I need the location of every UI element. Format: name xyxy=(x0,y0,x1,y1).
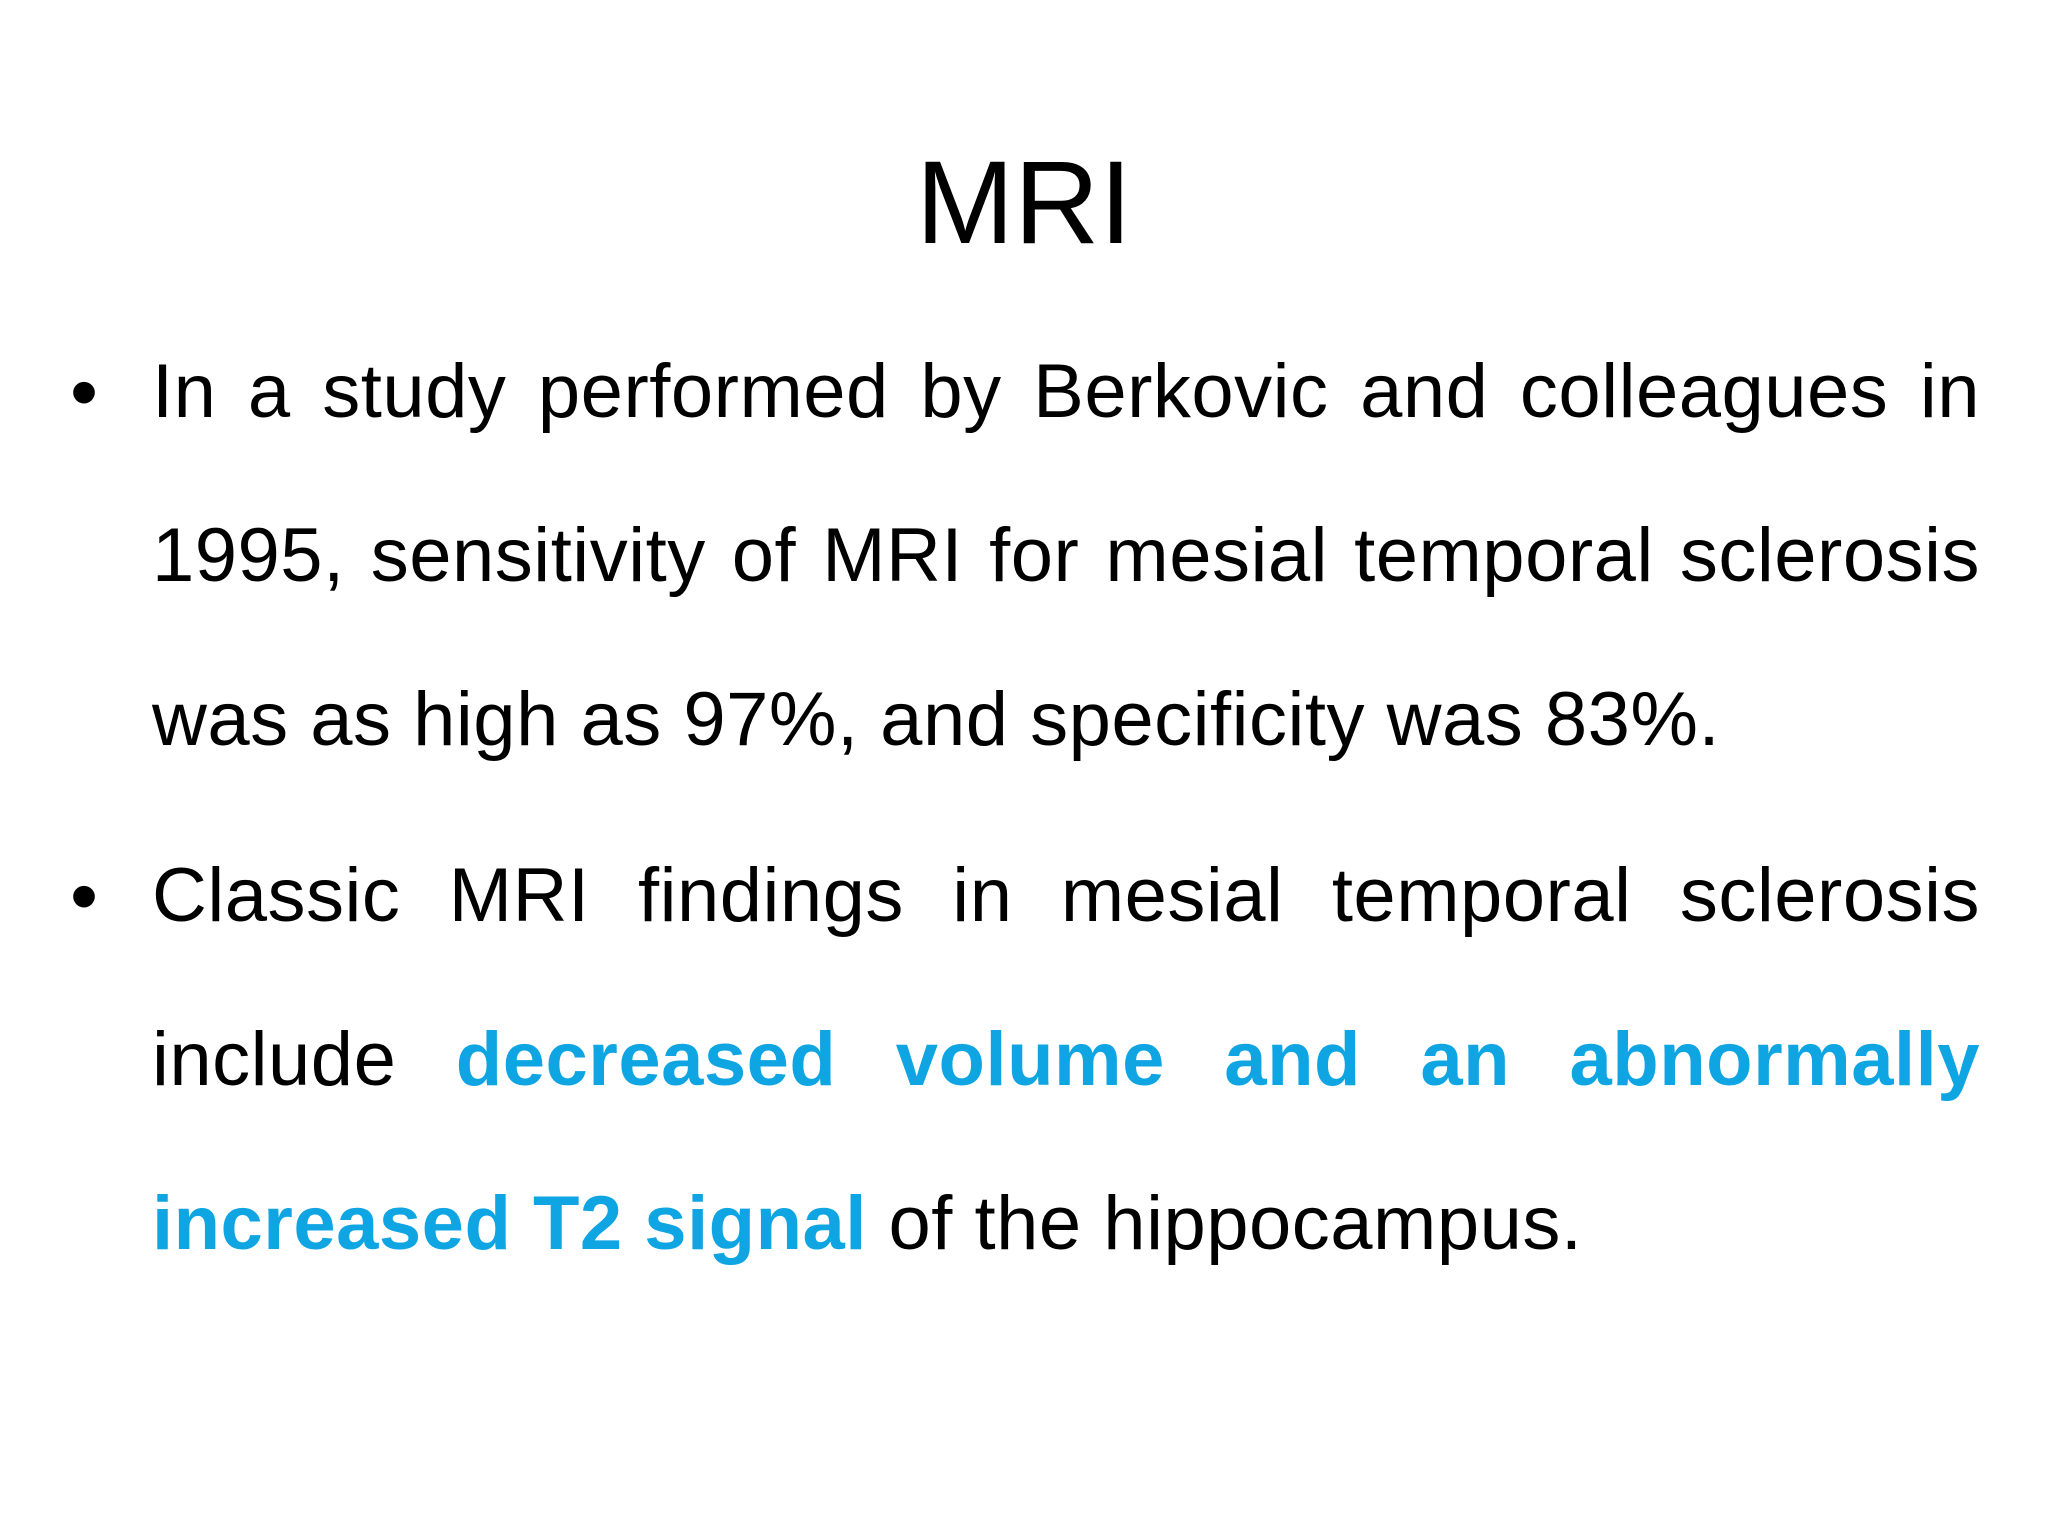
bullet-item xyxy=(70,310,1980,802)
bullet-text-after: of the hippocampus. xyxy=(866,1181,1583,1266)
bullet-text-before: Classic MRI findings in mesial temporal sclerosis include xyxy=(152,853,1980,1102)
slide-title: MRI xyxy=(915,137,1133,269)
bullet-text: In a study performed by Berkovic and colleagues in 1995, sensitivity of MRI for mesial temporal sclerosis was as high as 97%, and specificity was 83%. xyxy=(152,349,1980,762)
bullet-icon: • xyxy=(70,851,99,940)
bullet-list xyxy=(70,310,1980,1318)
bullet-icon: • xyxy=(70,347,99,436)
bullet-text xyxy=(152,814,1980,1306)
highlighted-finding: decreased volume and an abnormally increased T2 signal xyxy=(152,1017,1980,1266)
bullet-item xyxy=(70,814,1980,1306)
